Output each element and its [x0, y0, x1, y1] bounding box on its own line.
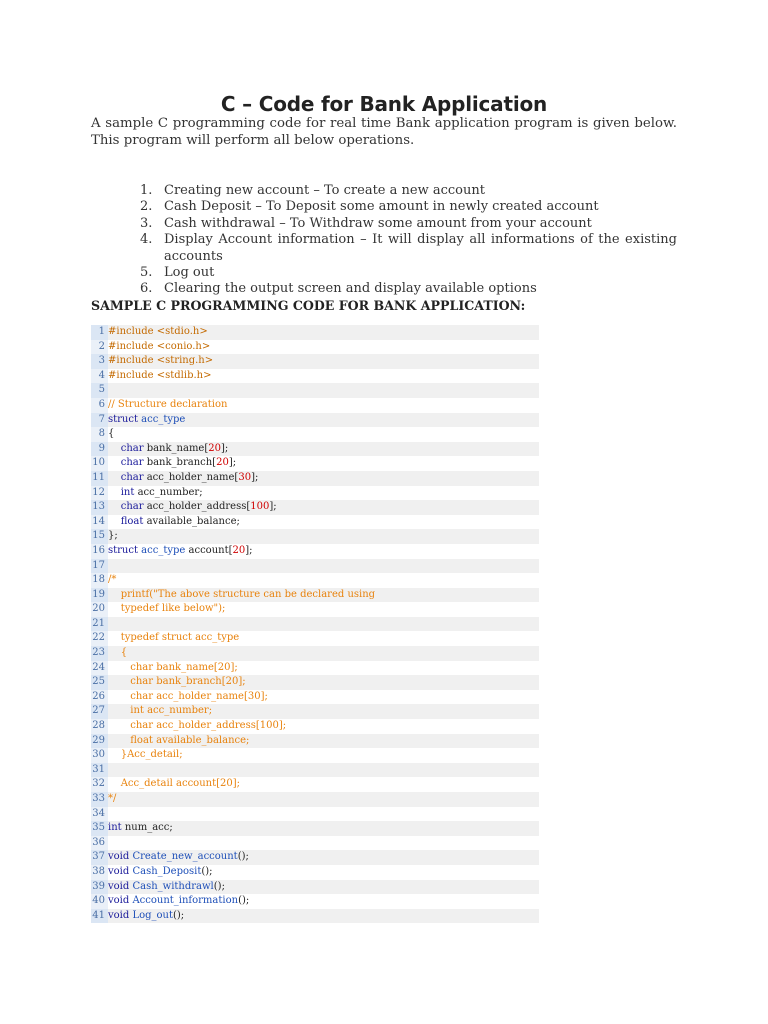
line-number: 32	[91, 777, 108, 792]
code-token: typedef like below");	[108, 603, 226, 615]
code-text	[108, 529, 539, 544]
code-token: printf("The above structure can be declared using	[108, 588, 376, 600]
code-token: Cash_withdrawl	[132, 880, 214, 892]
line-number: 30	[91, 748, 108, 763]
code-text	[108, 880, 539, 895]
code-token	[108, 443, 121, 454]
code-token: void	[108, 880, 133, 892]
code-token: bank_name[	[146, 442, 209, 454]
code-line	[91, 398, 539, 413]
code-text	[108, 559, 539, 574]
code-text	[108, 675, 539, 690]
code-line	[91, 442, 539, 457]
code-text	[108, 763, 539, 778]
code-token: void	[108, 851, 133, 863]
code-line	[91, 529, 539, 544]
line-number: 31	[91, 763, 108, 778]
code-text	[108, 850, 539, 865]
line-number: 38	[91, 865, 108, 880]
code-line	[91, 894, 539, 909]
line-number: 33	[91, 792, 108, 807]
code-text	[108, 807, 539, 822]
line-number: 22	[91, 631, 108, 646]
line-number: 28	[91, 719, 108, 734]
code-line	[91, 646, 539, 661]
line-number: 18	[91, 573, 108, 588]
operation-item	[91, 265, 677, 281]
code-line	[91, 573, 539, 588]
line-number: 15	[91, 529, 108, 544]
code-line	[91, 675, 539, 690]
code-token: 20	[232, 544, 246, 556]
operation-number: 2.	[140, 199, 153, 215]
code-token: ();	[201, 865, 213, 877]
code-token: int	[108, 822, 125, 834]
code-token: 20	[208, 442, 221, 454]
operation-text: Clearing the output screen and display available options	[164, 281, 537, 297]
code-token: char	[120, 457, 147, 469]
code-text	[108, 704, 539, 719]
code-line	[91, 588, 539, 603]
line-number: 37	[91, 850, 108, 865]
code-token: acc_type	[141, 413, 186, 425]
code-text	[108, 748, 539, 763]
code-line	[91, 544, 539, 559]
code-line	[91, 661, 539, 676]
code-token: acc_holder_name[	[146, 471, 239, 483]
code-token: #include <stdlib.h>	[108, 369, 212, 381]
code-line	[91, 325, 539, 340]
code-token: ];	[221, 442, 229, 454]
code-token: ];	[251, 471, 259, 483]
code-token: 100	[250, 501, 270, 513]
code-token: account[	[188, 544, 233, 556]
code-text	[108, 836, 539, 851]
code-token	[108, 457, 121, 468]
code-line	[91, 413, 539, 428]
line-number: 23	[91, 646, 108, 661]
operation-text: Display Account information – It will display all informations of the existing accounts	[164, 232, 677, 264]
code-text	[108, 369, 539, 384]
line-number: 26	[91, 690, 108, 705]
operation-item	[91, 199, 677, 215]
operation-number: 4.	[140, 232, 153, 248]
code-line	[91, 471, 539, 486]
code-token: int acc_number;	[108, 705, 213, 717]
code-token: char bank_name[20];	[108, 661, 238, 673]
code-token: ];	[228, 457, 237, 469]
intro-paragraph: A sample C programming code for real time Bank application program is given below. This program will perform all below operations.	[91, 116, 677, 148]
code-token: acc_holder_address[	[146, 501, 251, 513]
code-token: Create_new_account	[132, 851, 238, 863]
code-token: char bank_branch[20];	[108, 676, 246, 688]
code-text	[108, 894, 539, 909]
code-token: };	[108, 530, 118, 542]
code-token: ];	[269, 501, 277, 513]
line-number: 19	[91, 588, 108, 603]
line-number: 16	[91, 544, 108, 559]
code-text	[108, 383, 539, 398]
code-line	[91, 500, 539, 515]
code-line	[91, 704, 539, 719]
code-token: char	[120, 442, 147, 454]
code-token: char acc_holder_name[30];	[108, 690, 268, 702]
code-line	[91, 880, 539, 895]
code-token: Cash_Deposit	[132, 865, 202, 877]
code-line	[91, 383, 539, 398]
code-text	[108, 646, 539, 661]
line-number: 39	[91, 880, 108, 895]
code-line	[91, 559, 539, 574]
operation-text: Cash Deposit – To Deposit some amount in newly created account	[164, 199, 599, 215]
code-token: Log_out	[132, 909, 173, 921]
line-number: 13	[91, 500, 108, 515]
code-token	[108, 501, 121, 512]
code-text	[108, 617, 539, 632]
code-token: #include <string.h>	[108, 355, 214, 367]
code-line	[91, 748, 539, 763]
line-number: 8	[91, 427, 108, 442]
code-token: float	[120, 515, 147, 527]
code-token: // Structure declaration	[108, 398, 228, 410]
code-text	[108, 661, 539, 676]
operation-item	[91, 232, 677, 265]
line-number: 3	[91, 354, 108, 369]
line-number: 7	[91, 413, 108, 428]
line-number: 9	[91, 442, 108, 457]
line-number: 5	[91, 383, 108, 398]
operation-item	[91, 183, 677, 199]
code-token	[108, 472, 121, 483]
code-token	[108, 516, 121, 527]
line-number: 25	[91, 675, 108, 690]
section-heading: SAMPLE C PROGRAMMING CODE FOR BANK APPLICATION:	[91, 298, 526, 313]
code-token: char	[120, 501, 147, 513]
code-line	[91, 719, 539, 734]
code-line	[91, 777, 539, 792]
code-text	[108, 456, 539, 471]
code-token: int	[120, 486, 138, 498]
code-line	[91, 909, 539, 924]
code-text	[108, 354, 539, 369]
code-line	[91, 427, 539, 442]
code-line	[91, 821, 539, 836]
line-number: 14	[91, 515, 108, 530]
line-number: 4	[91, 369, 108, 384]
code-token: ();	[237, 851, 249, 863]
line-number: 10	[91, 456, 108, 471]
code-token: char	[120, 471, 147, 483]
code-token: {	[108, 647, 128, 659]
code-token: char acc_holder_address[100];	[108, 720, 287, 732]
code-text	[108, 865, 539, 880]
code-line	[91, 807, 539, 822]
code-token: ();	[173, 909, 185, 921]
code-token: }Acc_detail;	[108, 749, 183, 761]
code-block	[91, 325, 539, 923]
line-number: 36	[91, 836, 108, 851]
operations-list	[91, 183, 677, 298]
code-text	[108, 427, 539, 442]
code-token: /*	[108, 574, 117, 586]
operation-number: 5.	[140, 265, 153, 281]
code-text	[108, 442, 539, 457]
code-token: struct	[108, 544, 142, 556]
line-number: 20	[91, 602, 108, 617]
code-text	[108, 734, 539, 749]
code-token: void	[108, 895, 133, 907]
code-line	[91, 734, 539, 749]
line-number: 27	[91, 704, 108, 719]
code-text	[108, 325, 539, 340]
code-token: acc_type	[141, 544, 189, 556]
operation-text: Cash withdrawal – To Withdraw some amount from your account	[164, 215, 592, 231]
code-line	[91, 763, 539, 778]
code-line	[91, 865, 539, 880]
line-number: 41	[91, 909, 108, 924]
code-token: acc_number;	[137, 486, 203, 498]
code-token: num_acc;	[124, 822, 173, 834]
code-text	[108, 792, 539, 807]
code-token: 30	[238, 471, 252, 483]
code-line	[91, 486, 539, 501]
code-line	[91, 515, 539, 530]
line-number: 21	[91, 617, 108, 632]
line-number: 6	[91, 398, 108, 413]
page-title: C – Code for Bank Application	[220, 92, 548, 116]
code-text	[108, 573, 539, 588]
code-text	[108, 821, 539, 836]
line-number: 35	[91, 821, 108, 836]
line-number: 24	[91, 661, 108, 676]
code-token: Account_information	[132, 895, 239, 907]
code-token: {	[108, 428, 115, 440]
code-token: ();	[238, 895, 250, 907]
code-text	[108, 544, 539, 559]
operation-text: Log out	[164, 265, 215, 281]
operation-number: 3.	[140, 215, 153, 231]
code-text	[108, 398, 539, 413]
line-number: 11	[91, 471, 108, 486]
operation-item	[91, 216, 677, 232]
code-text	[108, 588, 539, 603]
code-text	[108, 340, 539, 355]
code-line	[91, 617, 539, 632]
line-number: 1	[91, 325, 108, 340]
code-token: void	[108, 909, 133, 921]
code-token: bank_branch[	[146, 457, 217, 469]
code-token: struct	[108, 413, 142, 425]
line-number: 12	[91, 486, 108, 501]
code-token: #include <stdio.h>	[108, 326, 208, 337]
code-line	[91, 631, 539, 646]
code-token: 20	[216, 457, 229, 469]
code-line	[91, 456, 539, 471]
code-token: #include <conio.h>	[108, 340, 211, 352]
code-token: available_balance;	[146, 515, 240, 527]
code-text	[108, 471, 539, 486]
line-number: 2	[91, 340, 108, 355]
code-text	[108, 631, 539, 646]
code-line	[91, 850, 539, 865]
code-text	[108, 602, 539, 617]
operation-text: Creating new account – To create a new account	[164, 183, 485, 198]
code-text	[108, 500, 539, 515]
operation-number: 6.	[140, 281, 153, 297]
code-token: float available_balance;	[108, 734, 250, 746]
code-line	[91, 690, 539, 705]
code-text	[108, 413, 539, 428]
code-token	[108, 487, 121, 498]
line-number: 34	[91, 807, 108, 822]
code-line	[91, 354, 539, 369]
line-number: 40	[91, 894, 108, 909]
code-token: void	[108, 865, 133, 877]
code-token: typedef struct acc_type	[108, 632, 240, 644]
code-token: ();	[213, 880, 225, 892]
code-line	[91, 836, 539, 851]
code-text	[108, 777, 539, 792]
code-token: */	[108, 793, 117, 804]
code-text	[108, 909, 539, 924]
code-line	[91, 602, 539, 617]
code-token: ];	[245, 544, 253, 556]
code-line	[91, 340, 539, 355]
code-line	[91, 792, 539, 807]
code-text	[108, 690, 539, 705]
code-text	[108, 486, 539, 501]
line-number: 17	[91, 559, 108, 574]
line-number: 29	[91, 734, 108, 749]
operation-item	[91, 281, 677, 297]
code-line	[91, 369, 539, 384]
operation-number: 1.	[140, 183, 153, 198]
code-text	[108, 719, 539, 734]
code-token: Acc_detail account[20];	[108, 778, 240, 790]
code-text	[108, 515, 539, 530]
